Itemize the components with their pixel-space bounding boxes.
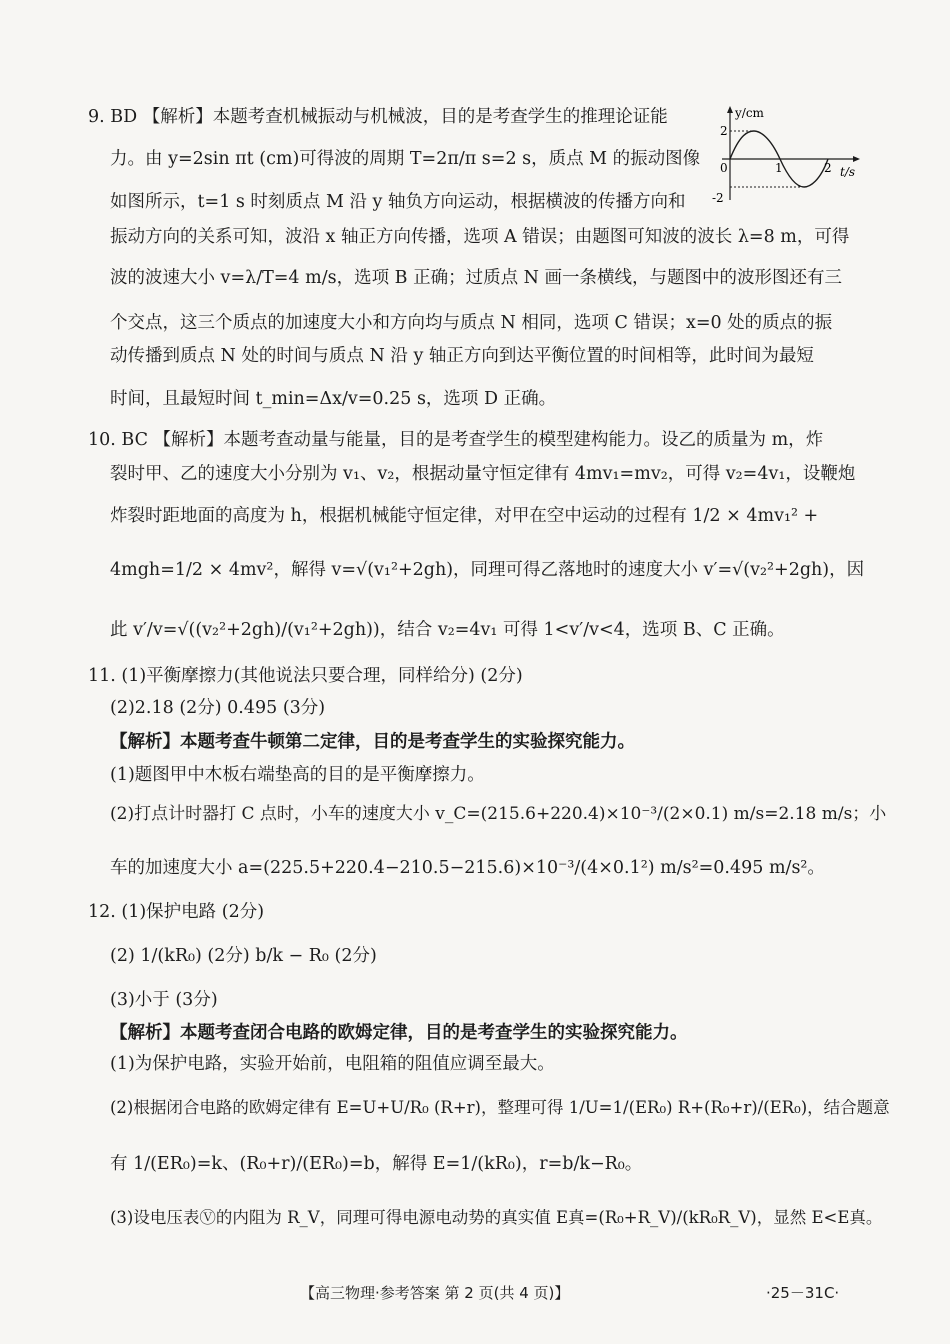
q12-explain-1: (1)为保护电路，实验开始前，电阻箱的阻值应调至最大。	[110, 1054, 555, 1074]
q9-line-5: 波的波速大小 v=λ/T=4 m/s，选项 B 正确；过质点 N 画一条横线，与题图中的波形图还有三	[110, 268, 843, 288]
footer-title: 【高三物理·参考答案 第 2 页(共 4 页)】	[300, 1284, 570, 1302]
q9-line-7: 动传播到质点 N 处的时间与质点 N 沿 y 轴正方向到达平衡位置的时间相等，此时间为最短	[110, 346, 814, 366]
vibration-graph	[708, 104, 864, 208]
graph-tick-neg2: -2	[712, 191, 724, 205]
graph-tick-0: 0	[720, 161, 728, 175]
q12-answer-1: 12. (1)保护电路 (2分)	[88, 902, 265, 922]
q11-answer-1: 11. (1)平衡摩擦力(其他说法只要合理，同样给分) (2分)	[88, 666, 523, 686]
q9-line-4: 振动方向的关系可知，波沿 x 轴正方向传播，选项 A 错误；由题图可知波的波长 λ=8 m，可得	[110, 227, 850, 247]
q11-explain-2: (2)打点计时器打 C 点时，小车的速度大小 v_C=(215.6+220.4)×10⁻³/(2×0.1) m/s=2.18 m/s；小	[110, 804, 887, 824]
q11-analysis-text: 【解析】本题考查牛顿第二定律，目的是考查学生的实验探究能力。	[110, 732, 635, 752]
q11-explain-1: (1)题图甲中木板右端垫高的目的是平衡摩擦力。	[110, 765, 485, 785]
footer-code: ·25－31C·	[766, 1284, 840, 1302]
q9-line-3: 如图所示，t=1 s 时刻质点 M 沿 y 轴负方向运动，根据横波的传播方向和	[110, 192, 686, 212]
graph-y-label: y/cm	[735, 106, 764, 120]
graph-t-arrow	[853, 156, 860, 162]
q9-line-6: 个交点，这三个质点的加速度大小和方向均与质点 N 相同，选项 C 错误；x=0 处的质点的振	[110, 313, 833, 333]
q10-line-5: 此 v′/v=√((v₂²+2gh)/(v₁²+2gh))，结合 v₂=4v₁ 可得 1<v′/v<4，选项 B、C 正确。	[110, 620, 785, 640]
q10-line-3: 炸裂时距地面的高度为 h，根据机械能守恒定律，对甲在空中运动的过程有 1/2 × 4mv₁² +	[110, 506, 819, 526]
q10-line-4: 4mgh=1/2 × 4mv²，解得 v=√(v₁²+2gh)，同理可得乙落地时的速度大小 v′=√(v₂²+2gh)，因	[110, 560, 865, 580]
graph-y-arrow	[727, 106, 733, 113]
q9-line-8: 时间，且最短时间 t_min=Δx/v=0.25 s，选项 D 正确。	[110, 389, 557, 409]
q11-analysis-title	[110, 730, 862, 754]
q12-analysis-text: 【解析】本题考查闭合电路的欧姆定律，目的是考查学生的实验探究能力。	[110, 1023, 688, 1043]
q12-explain-2: (2)根据闭合电路的欧姆定律有 E=U+U/R₀ (R+r)，整理可得 1/U=1/(ER₀) R+(R₀+r)/(ER₀)，结合题意	[110, 1098, 890, 1117]
q12-explain-3: 有 1/(ER₀)=k、(R₀+r)/(ER₀)=b，解得 E=1/(kR₀)，r=b/k−R₀。	[110, 1154, 643, 1174]
graph-tick-2: 2	[720, 124, 728, 138]
q10-line-2: 裂时甲、乙的速度大小分别为 v₁、v₂，根据动量守恒定律有 4mv₁=mv₂，可得 v₂=4v₁，设鞭炮	[110, 464, 856, 484]
q9-line-1: 9. BD 【解析】本题考查机械振动与机械波，目的是考查学生的推理论证能	[88, 107, 668, 127]
graph-t-label: t/s	[840, 165, 856, 179]
q11-answer-2: (2)2.18 (2分) 0.495 (3分)	[110, 698, 326, 718]
q11-explain-3: 车的加速度大小 a=(225.5+220.4−210.5−215.6)×10⁻³/(4×0.1²) m/s²=0.495 m/s²。	[110, 858, 825, 878]
q12-answer-2: (2) 1/(kR₀) (2分) b/k − R₀ (2分)	[110, 946, 377, 966]
q10-line-1: 10. BC 【解析】本题考查动量与能量，目的是考查学生的模型建构能力。设乙的质量为 m，炸	[88, 430, 824, 450]
q12-explain-4: (3)设电压表Ⓥ的内阻为 R_V，同理可得电源电动势的真实值 E真=(R₀+R_V)/(kR₀R_V)，显然 E<E真。	[110, 1208, 883, 1227]
q9-line-2: 力。由 y=2sin πt (cm)可得波的周期 T=2π/π s=2 s，质点 M 的振动图像	[110, 149, 701, 169]
q12-analysis-title	[110, 1021, 862, 1045]
graph-tick-t1: 1	[775, 161, 783, 175]
graph-tick-t2: 2	[824, 161, 832, 175]
q12-answer-3: (3)小于 (3分)	[110, 990, 218, 1010]
